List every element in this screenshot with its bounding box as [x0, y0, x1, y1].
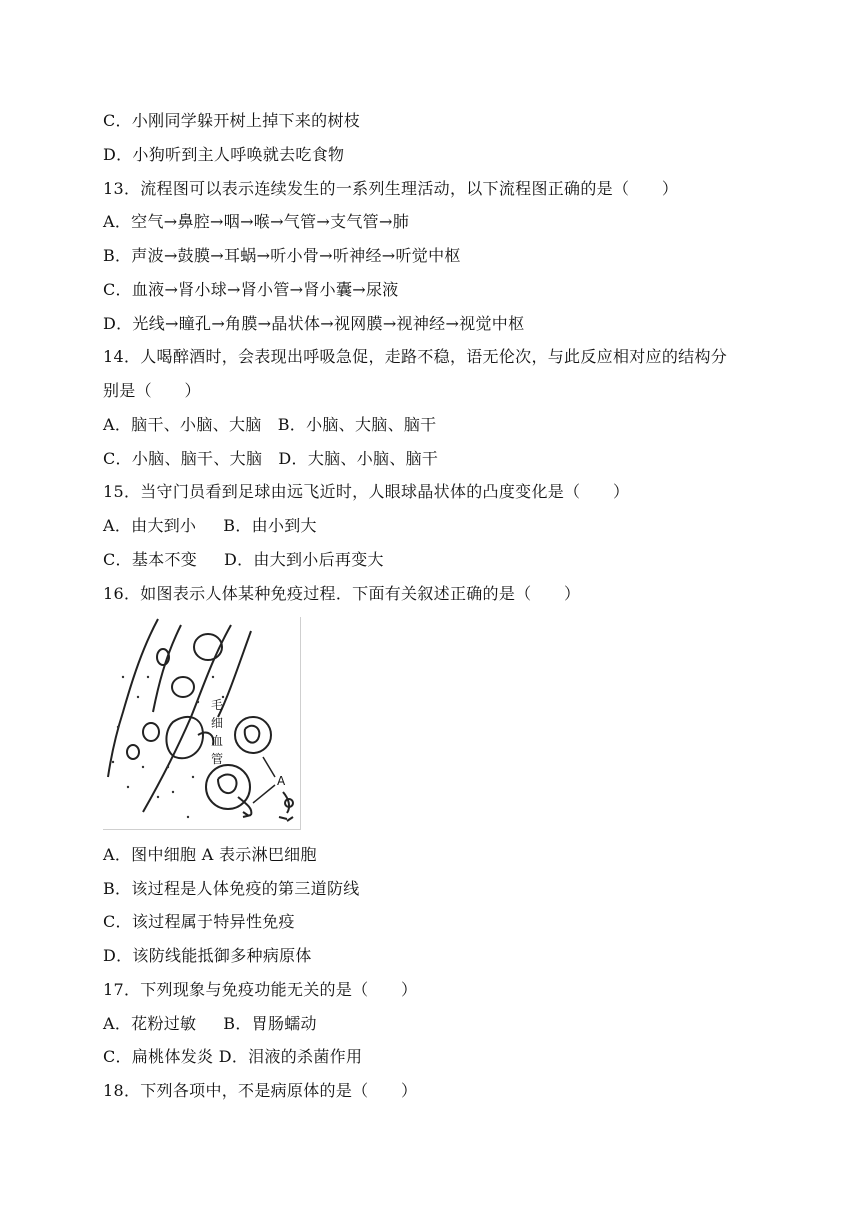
question-15: 15．当守门员看到足球由远飞近时，人眼球晶状体的凸度变化是（ ） — [103, 482, 630, 501]
capillary-phagocytosis-illustration — [103, 617, 300, 829]
option-a-q16: A．图中细胞 A 表示淋巴细胞 — [103, 845, 317, 864]
question-13: 13．流程图可以表示连续发生的一系列生理活动，以下流程图正确的是（ ） — [103, 179, 679, 198]
option-c-q16: C．该过程属于特异性免疫 — [103, 912, 295, 931]
option-b-q13: B．声波→鼓膜→耳蜗→听小骨→听神经→听觉中枢 — [103, 246, 461, 265]
options-ab-q17: A．花粉过敏 B．胃肠蠕动 — [103, 1014, 317, 1033]
immune-process-figure — [103, 617, 301, 830]
option-c-q12: C．小刚同学躲开树上掉下来的树枝 — [103, 111, 361, 130]
cell-a-label: A — [277, 774, 286, 788]
option-d-q13: D．光线→瞳孔→角膜→晶状体→视网膜→视神经→视觉中枢 — [103, 314, 525, 333]
option-d-q16: D．该防线能抵御多种病原体 — [103, 946, 312, 965]
question-17: 17．下列现象与免疫功能无关的是（ ） — [103, 980, 418, 999]
options-cd-q17: C．扁桃体发炎 D．泪液的杀菌作用 — [103, 1047, 363, 1066]
question-16: 16．如图表示人体某种免疫过程．下面有关叙述正确的是（ ） — [103, 584, 581, 603]
option-a-q13: A．空气→鼻腔→咽→喉→气管→支气管→肺 — [103, 212, 409, 231]
options-ab-q14: A．脑干、小脑、大脑 B．小脑、大脑、脑干 — [103, 415, 437, 434]
options-ab-q15: A．由大到小 B．由小到大 — [103, 516, 317, 535]
question-14-cont: 别是（ ） — [103, 381, 201, 400]
question-14: 14．人喝醉酒时，会表现出呼吸急促，走路不稳，语无伦次，与此反应相对应的结构分 — [103, 347, 728, 366]
capillary-label-4: 管 — [211, 752, 224, 766]
question-18: 18．下列各项中，不是病原体的是（ ） — [103, 1081, 418, 1100]
capillary-label-1: 毛 — [211, 698, 224, 712]
options-cd-q14: C．小脑、脑干、大脑 D．大脑、小脑、脑干 — [103, 449, 439, 468]
options-cd-q15: C．基本不变 D．由大到小后再变大 — [103, 550, 384, 569]
capillary-label-3: 血 — [211, 734, 224, 748]
option-b-q16: B．该过程是人体免疫的第三道防线 — [103, 879, 360, 898]
option-c-q13: C．血液→肾小球→肾小管→肾小囊→尿液 — [103, 280, 399, 299]
option-d-q12: D．小狗听到主人呼唤就去吃食物 — [103, 145, 345, 164]
capillary-label-2: 细 — [211, 716, 224, 730]
